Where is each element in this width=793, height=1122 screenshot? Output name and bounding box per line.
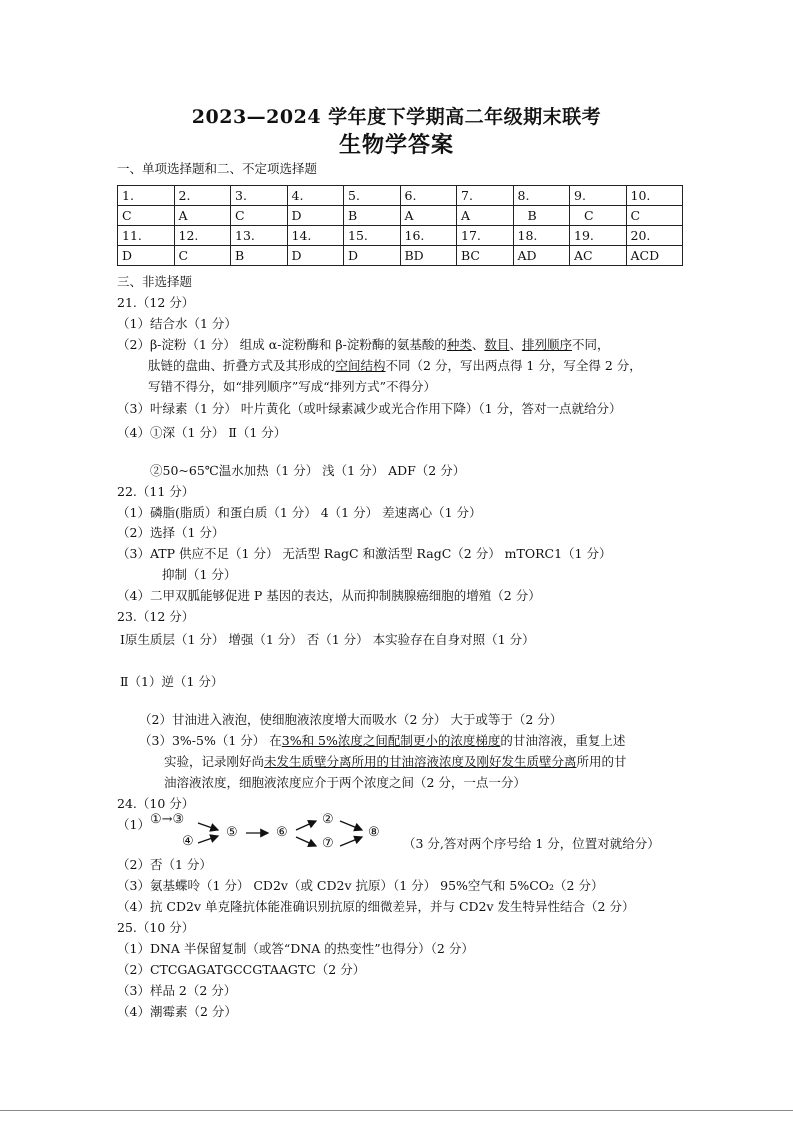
table-cell: 2. xyxy=(174,186,231,206)
text-run: （2）β-淀粉（1 分） 组成 α-淀粉酶和 β-淀粉酶的氨基酸的 xyxy=(117,337,447,352)
cell-fusion-flow-diagram xyxy=(150,812,410,856)
q23-part2-1: Ⅱ（1）逆（1 分） xyxy=(120,674,224,689)
text-run: 肽链的盘曲、折叠方式及其形成的 xyxy=(148,358,336,373)
section-nonchoice-heading: 三、非选择题 xyxy=(117,274,193,289)
q21-answer-2-note: 写错不得分，如“排列顺序”写成“排列方式”不得分） xyxy=(148,379,437,394)
underlined-term: 未发生质壁分离所用的甘油溶液浓度及刚好发生质壁分离 xyxy=(264,754,577,769)
table-cell: 16. xyxy=(400,226,457,246)
q22-heading: 22.（11 分） xyxy=(117,484,195,499)
arrow xyxy=(340,821,362,830)
table-cell: D xyxy=(344,246,401,266)
table-cell: B xyxy=(344,206,401,226)
text-run: 不同， xyxy=(571,337,610,352)
table-cell: AD xyxy=(513,246,570,266)
table-cell: C xyxy=(231,206,288,226)
q21-answer-4a: （4）①深（1 分） Ⅱ（1 分） xyxy=(117,425,287,440)
table-cell: B xyxy=(513,206,570,226)
underlined-term: 空间结构 xyxy=(335,358,386,373)
text-run: 实验，记录刚好尚 xyxy=(164,754,265,769)
arrow xyxy=(296,837,316,846)
q23-part2-3 xyxy=(139,732,625,750)
q24-answer-1-prefix: （1） xyxy=(117,817,150,832)
q23-heading: 23.（12 分） xyxy=(117,609,195,624)
q22-answer-3-cont: 抑制（1 分） xyxy=(162,567,237,582)
step-4: ④ xyxy=(182,834,194,849)
table-cell: 11. xyxy=(118,226,175,246)
table-row xyxy=(118,226,683,246)
table-cell: 1. xyxy=(118,186,175,206)
table-cell: 5. xyxy=(344,186,401,206)
table-cell: 6. xyxy=(400,186,457,206)
table-cell: D xyxy=(287,206,344,226)
step-2: ② xyxy=(322,812,334,827)
table-cell: C xyxy=(118,206,175,226)
q25-answer-2: （2）CTCGAGATGCCGTAAGTC（2 分） xyxy=(117,962,366,977)
table-cell: A xyxy=(457,206,514,226)
text-run: （3）3%-5%（1 分） 在 xyxy=(139,733,282,748)
table-cell: 18. xyxy=(513,226,570,246)
table-cell: A xyxy=(400,206,457,226)
underlined-term: 排列顺序 xyxy=(521,337,572,352)
arrow xyxy=(296,821,316,830)
table-cell: 13. xyxy=(231,226,288,246)
q22-answer-3: （3）ATP 供应不足（1 分） 无活型 RagC 和激活型 RagC（2 分） mTORC1（1 分） xyxy=(117,546,612,561)
arrow xyxy=(340,837,362,846)
table-cell: 17. xyxy=(457,226,514,246)
arrow xyxy=(198,836,218,843)
table-cell: 14. xyxy=(287,226,344,246)
q22-answer-4: （4）二甲双胍能够促进 P 基因的表达，从而抑制胰腺癌细胞的增殖（2 分） xyxy=(117,588,541,603)
table-cell: D xyxy=(118,246,175,266)
table-cell: 9. xyxy=(570,186,627,206)
text-run: 不同（2 分，写出两点得 1 分，写全得 2 分， xyxy=(385,358,642,373)
table-cell: BC xyxy=(457,246,514,266)
text-run: 的甘油溶液，重复上述 xyxy=(500,733,626,748)
q23-part2-2: （2）甘油进入液泡，使细胞液浓度增大而吸水（2 分） 大于或等于（2 分） xyxy=(139,712,563,727)
q21-heading: 21.（12 分） xyxy=(117,295,195,310)
text-run: 、 xyxy=(509,337,522,352)
q25-answer-4: （4）潮霉素（2 分） xyxy=(117,1004,237,1019)
q21-answer-2 xyxy=(117,336,609,354)
table-cell: 3. xyxy=(231,186,288,206)
section-choice-heading: 一、单项选择题和二、不定项选择题 xyxy=(117,161,318,176)
table-cell: 10. xyxy=(626,186,683,206)
table-row xyxy=(118,186,683,206)
table-cell: AC xyxy=(570,246,627,266)
table-cell: ACD xyxy=(626,246,683,266)
table-row xyxy=(118,206,683,226)
step-7: ⑦ xyxy=(322,836,334,851)
q24-answer-2: （2）否（1 分） xyxy=(117,857,212,872)
table-cell: 7. xyxy=(457,186,514,206)
choice-answer-table xyxy=(117,185,683,266)
q23-part2-3-note: 油溶液浓度，细胞液浓度应介于两个浓度之间（2 分，一点一分） xyxy=(164,775,526,790)
q21-answer-3: （3）叶绿素（1 分） 叶片黄化（或叶绿素减少或光合作用下降）（1 分，答对一点就给分） xyxy=(117,401,622,416)
q25-answer-3: （3）样品 2（2 分） xyxy=(117,983,237,998)
table-cell: 20. xyxy=(626,226,683,246)
exam-subtitle: 生物学答案 xyxy=(338,132,454,158)
table-cell: C xyxy=(626,206,683,226)
table-cell: 12. xyxy=(174,226,231,246)
q24-answer-3: （3）氨基蝶呤（1 分） CD2v（或 CD2v 抗原）（1 分） 95%空气和 5%CO₂（2 分） xyxy=(117,878,604,893)
step-6: ⑥ xyxy=(276,825,288,840)
table-cell: 4. xyxy=(287,186,344,206)
q25-answer-1: （1）DNA 半保留复制（或答“DNA 的热变性”也得分）（2 分） xyxy=(117,941,474,956)
q22-answer-2: （2）选择（1 分） xyxy=(117,525,225,540)
underlined-term: 3%和 5%浓度之间配制更小的浓度梯度 xyxy=(281,733,501,748)
q21-answer-2-cont xyxy=(148,357,642,375)
step-8: ⑧ xyxy=(368,825,380,840)
q24-answer-4: （4）抗 CD2v 单克隆抗体能准确识别抗原的细微差异，并与 CD2v 发生特异性结合（2 分） xyxy=(117,899,635,914)
q24-answer-1-note: （3 分,答对两个序号给 1 分，位置对就给分） xyxy=(403,836,660,851)
q22-answer-1: （1）磷脂(脂质）和蛋白质（1 分） 4（1 分） 差速离心（1 分） xyxy=(117,505,482,520)
text-run: 所用的甘 xyxy=(576,754,627,769)
step-1-to-3: ①→③ xyxy=(150,812,185,827)
table-cell: C xyxy=(570,206,627,226)
exam-title: 2023—2024 学年度下学期高二年级期末联考 xyxy=(191,106,602,128)
q25-heading: 25.（10 分） xyxy=(117,920,195,935)
q23-part2-3-cont xyxy=(164,753,627,771)
table-row xyxy=(118,246,683,266)
table-cell: 19. xyxy=(570,226,627,246)
step-5: ⑤ xyxy=(226,825,238,840)
q24-heading: 24.（10 分） xyxy=(117,796,195,811)
table-cell: 8. xyxy=(513,186,570,206)
q21-answer-4b: ②50~65℃温水加热（1 分） 浅（1 分） ADF（2 分） xyxy=(150,463,466,478)
table-cell: 15. xyxy=(344,226,401,246)
q23-part1: Ⅰ原生质层（1 分） 增强（1 分） 否（1 分） 本实验存在自身对照（1 分） xyxy=(120,632,535,647)
page-bottom-rule xyxy=(0,1110,793,1111)
underlined-term: 数目 xyxy=(484,337,510,352)
table-cell: BD xyxy=(400,246,457,266)
table-cell: B xyxy=(231,246,288,266)
underlined-term: 种类 xyxy=(446,337,472,352)
arrow xyxy=(198,823,218,830)
table-cell: C xyxy=(174,246,231,266)
q21-answer-1: （1）结合水（1 分） xyxy=(117,316,237,331)
text-run: 、 xyxy=(471,337,485,352)
table-cell: D xyxy=(287,246,344,266)
table-cell: A xyxy=(174,206,231,226)
